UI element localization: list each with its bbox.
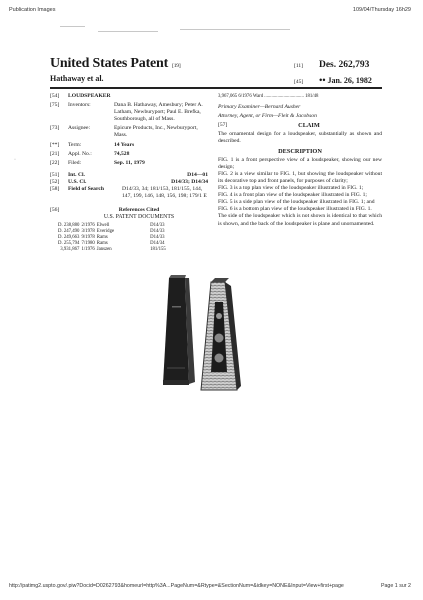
ref-class: D14/34 [150, 240, 165, 246]
field-label: Field of Search [68, 186, 104, 193]
ref-class: 181/155 [150, 246, 166, 252]
fig-description: FIG. 5 is a side plan view of the loudspeaker illustrated in FIG. 1; and [218, 199, 375, 206]
claim-heading: CLAIM [298, 122, 320, 130]
ref-class: D14/33 [150, 235, 165, 240]
field-assignee [50, 125, 210, 139]
field-value: Sep. 11, 1979 [114, 159, 145, 166]
fig-description: FIG. 1 is a front perspective view of a loudspeaker, showing our new design; [218, 156, 382, 170]
reference-row [58, 247, 168, 253]
field-label: Assignee: [68, 125, 91, 132]
primary-examiner: Primary Examiner—Bernard Ausher [218, 104, 301, 111]
field-code: [19] [172, 63, 181, 69]
field-code: [21] [50, 150, 60, 157]
ref-number: D. 255,794 [58, 240, 80, 246]
references-table [58, 223, 168, 252]
prior-reference: 3,967,065 6/1976 Ward ................................. 181/48 [218, 94, 319, 99]
patent-number [294, 60, 369, 70]
field-code: [57] [218, 122, 228, 129]
claim-heading-row [218, 122, 382, 129]
patent-title-text: United States Patent [50, 56, 169, 71]
scan-artifact [180, 29, 290, 30]
ref-name: Everidge [96, 229, 115, 235]
fig-description: FIG. 4 is a front plan view of the loudspeaker illustrated in FIG. 1; [218, 192, 367, 199]
attorney: Attorney, Agent, or Firm—Fleit & Jacobson [218, 113, 317, 120]
browser-footer-url: http://patimg2.uspto.gov/.piw?Docid=D0262793&homeurl=http%3A...PageNum=&Rtype=&SectionNum=&idkey=NONE&Input=View+first+page [9, 583, 344, 589]
field-inventors [50, 102, 210, 123]
browser-footer-page: Page 1 sur 2 [380, 583, 411, 589]
field-value: Epicure Products, Inc., Newburyport, Mass. [114, 125, 198, 139]
ref-date: 1/1976 [81, 246, 95, 252]
ref-name: Rams [96, 235, 108, 240]
field-references [50, 207, 210, 221]
patent-date-text: Jan. 26, 1982 [327, 76, 372, 85]
field-search [50, 186, 210, 200]
field-int-cl [50, 172, 210, 179]
ref-name: Elwell [96, 223, 110, 229]
field-code: [51] [50, 171, 60, 178]
ref-name: Rams [96, 240, 108, 246]
field-label: Inventors: [68, 102, 91, 109]
description-heading: DESCRIPTION [278, 147, 322, 155]
field-label: Term: [68, 141, 82, 148]
field-code: [56] [50, 207, 60, 214]
bibliographic-column [50, 93, 210, 252]
field-code: [58] [50, 186, 60, 193]
ref-class: D14/33 [150, 229, 165, 235]
field-value: D14/33; D14/34 [171, 178, 208, 185]
ref-number: D. 247,490 [58, 229, 80, 235]
patent-date [294, 75, 372, 85]
fig-description: FIG. 6 is a bottom plan view of the loudspeaker illustrated in FIG. 1. [218, 206, 372, 213]
field-code: [45] [294, 79, 304, 85]
field-value: LOUDSPEAKER [68, 93, 111, 99]
field-code: [52] [50, 178, 60, 185]
ref-date: 2/1976 [81, 223, 95, 229]
margin-mark: · [14, 157, 16, 163]
field-value: 14 Years [114, 141, 135, 148]
references-heading: References Cited [118, 207, 160, 214]
fig-description: FIG. 3 is a top plan view of the loudspeaker illustrated in FIG. 1; [218, 185, 364, 192]
speaker-detail-view [201, 278, 241, 390]
browser-header-timestamp: 109/04/Thursday 16h29 [352, 7, 411, 13]
browser-header-title: Publication Images [9, 7, 56, 13]
field-appl-no [50, 151, 210, 158]
field-value: D14/33, 34; 181/153, 181/155, 144, 147, 199, 146, 148, 156, 198; 179/1 E [122, 186, 207, 200]
field-code: [73] [50, 125, 60, 132]
speaker-front-view [163, 275, 195, 385]
ref-number: D. 249,663 [58, 235, 80, 240]
field-title [50, 93, 210, 100]
claim-description-column [218, 93, 382, 228]
claim-text: The ornamental design for a loudspeaker, substantially as shown and described. [218, 131, 382, 145]
field-code: [75] [50, 102, 60, 109]
ref-name: Janszen [96, 246, 112, 252]
ref-date: 9/1978 [81, 235, 95, 240]
date-bullets: •• [319, 75, 326, 85]
field-label: U.S. Cl. [68, 178, 87, 185]
scan-artifact [60, 26, 85, 27]
references-subheading: U.S. PATENT DOCUMENTS [103, 214, 175, 221]
closing-description: The side of the loudspeaker which is not shown is identical to that which is shown, and the back of the loudspeaker is plane and unornamented. [218, 213, 382, 227]
ref-date: 3/1978 [81, 229, 95, 235]
ref-class: D14/33 [150, 223, 165, 229]
field-value: 74,528 [114, 150, 130, 157]
field-filed [50, 160, 210, 167]
field-label: Filed: [68, 159, 82, 166]
field-code: [22] [50, 159, 60, 166]
patent-number-text: Des. 262,793 [318, 60, 370, 70]
patent-title [50, 56, 180, 72]
fig-description: FIG. 2 is a view similar to FIG. 1, but showing the loudspeaker without its decorative top and front panels, for purposes of clarity; [218, 170, 382, 184]
field-code: [54] [50, 93, 60, 99]
field-code: [**] [50, 141, 60, 148]
field-value: Dana B. Hathaway, Amesbury; Peter A. Latham, Newburyport; Paul E. Brefka, Southborough, all of Mass. [114, 102, 203, 123]
header-rule [50, 87, 382, 89]
patent-authors-text: Hathaway et al. [50, 74, 104, 83]
patent-authors [50, 74, 108, 83]
ref-number: D. 238,880 [58, 223, 80, 229]
field-label: Appl. No.: [68, 150, 92, 157]
field-code: [11] [294, 63, 303, 69]
scan-artifact [98, 31, 158, 32]
field-term [50, 142, 210, 149]
field-label: Int. Cl. [68, 171, 85, 178]
field-value: D14—01 [187, 171, 208, 178]
field-us-cl [50, 179, 210, 186]
ref-date: 7/1980 [81, 240, 95, 246]
loudspeaker-drawing [103, 272, 273, 396]
ref-number: 3,931,867 [60, 246, 80, 252]
